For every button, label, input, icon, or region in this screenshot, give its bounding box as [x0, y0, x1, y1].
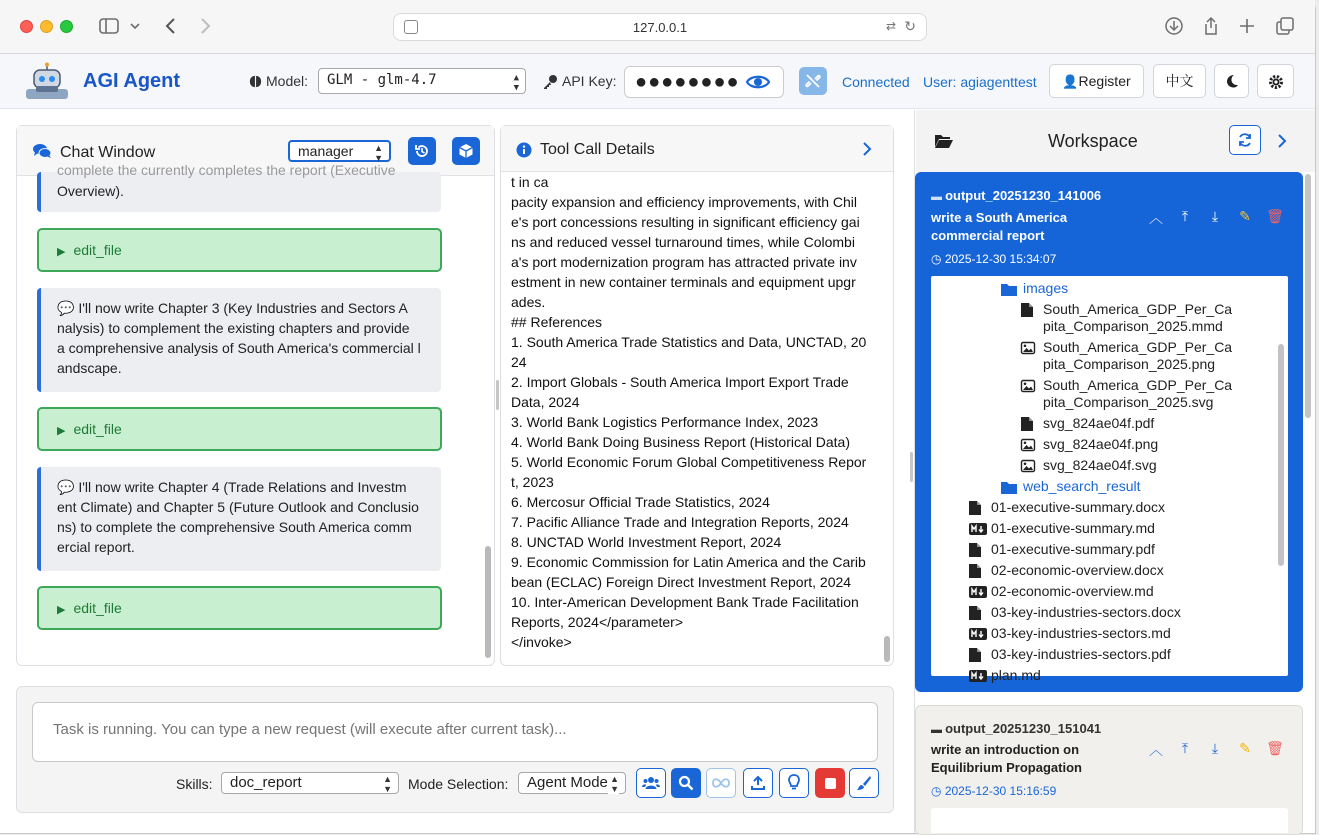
folder-icon: ▬ — [931, 191, 946, 203]
tree-file[interactable] — [1043, 339, 1232, 373]
tool-call-details-title: Tool Call Details — [540, 141, 655, 158]
chat-message-line: 💬 I'll now write Chapter 3 (Key Industries and Sectors A — [57, 300, 408, 316]
role-select[interactable] — [288, 140, 391, 162]
chat-message-line: nalysis) to complement the existing chapters and provide — [57, 320, 410, 336]
tree-file-name: 02-economic-overview.docx — [991, 562, 1164, 578]
chat-message-line: andscape. — [57, 360, 122, 376]
tool-call-line: e's port concessions resulting in significant efficiency gai — [511, 214, 860, 230]
play-icon: ▶ — [57, 604, 66, 616]
file-icon — [969, 543, 981, 557]
infinity-icon — [711, 777, 731, 789]
tab-overview-icon[interactable] — [1274, 15, 1296, 37]
folder-icon — [1001, 480, 1017, 494]
speech-bubble-icon: 💬 — [57, 300, 79, 316]
chevron-right-icon[interactable] — [1275, 133, 1289, 149]
api-key-input[interactable]: ●●●●●●●● — [624, 66, 784, 98]
model-select-value: GLM - glm-4.7 — [327, 72, 437, 88]
tree-file[interactable] — [1043, 301, 1232, 335]
tool-call-line: 10. Inter-American Development Bank Trade Facilitation — [511, 594, 859, 610]
delete-icon[interactable]: 🗑 — [1266, 740, 1284, 756]
folder-icon — [1001, 282, 1017, 296]
chat-message-line: a comprehensive analysis of South America's commercial l — [57, 340, 421, 356]
workspace-title: Workspace — [1048, 131, 1138, 151]
cube-icon — [458, 143, 474, 159]
tree-file[interactable] — [991, 520, 1155, 537]
tool-call-line: t in ca — [511, 174, 549, 190]
upload-icon[interactable]: ⤒ — [1181, 740, 1189, 756]
skills-select-value: doc_report — [230, 774, 302, 791]
edit-icon[interactable]: ✎ — [1239, 740, 1251, 756]
address-bar[interactable] — [393, 13, 927, 41]
tree-file-name: plan.md — [991, 667, 1041, 683]
file-icon — [969, 606, 981, 620]
unlink-icon — [804, 72, 822, 90]
user-plus-icon: 👤 — [1062, 74, 1079, 89]
tree-file-name: pita_Comparison_2025.mmd — [1043, 318, 1223, 334]
history-icon — [414, 143, 430, 159]
markdown-file-icon — [969, 627, 987, 641]
tool-call-line: 8. UNCTAD World Investment Report, 2024 — [511, 534, 782, 550]
mode-select-value: Agent Mode — [527, 774, 608, 791]
tool-call-line: 1. South America Trade Statistics and Data, UNCTAD, 20 — [511, 334, 867, 350]
edit-icon[interactable]: ✎ — [1239, 208, 1251, 224]
users-icon — [642, 775, 660, 791]
chat-message-line: ent Climate) and Chapter 5 (Future Outlook and Conclusio — [57, 499, 419, 515]
file-tree — [931, 276, 1288, 683]
markdown-file-icon — [969, 522, 987, 536]
download-icon[interactable]: ⤓ — [1211, 208, 1219, 224]
file-icon — [969, 648, 981, 662]
key-icon — [542, 74, 558, 90]
zoom-window-button[interactable] — [60, 20, 73, 33]
register-label: Register — [1078, 73, 1131, 89]
comments-icon — [32, 143, 52, 159]
tree-file-name: South_America_GDP_Per_Ca — [1043, 377, 1233, 393]
download-icon[interactable] — [1163, 15, 1185, 37]
chat-message — [37, 288, 441, 392]
new-tab-icon[interactable] — [1236, 15, 1258, 37]
output-task-title: write an introduction on Equilibrium Propagation — [931, 742, 1082, 775]
suggestion-button[interactable] — [779, 768, 809, 798]
web-search-button[interactable] — [671, 768, 701, 798]
tree-file[interactable] — [1043, 457, 1157, 474]
chat-message — [37, 467, 441, 571]
tree-file[interactable] — [991, 646, 1171, 663]
cube-button[interactable] — [452, 137, 480, 165]
sidebar-toggle-icon[interactable] — [98, 15, 120, 37]
role-select-value: manager — [298, 143, 354, 159]
tree-file-name: svg_824ae04f.svg — [1043, 457, 1157, 473]
tool-call-line: 7. Pacific Alliance Trade and Integration Reports, 2024 — [511, 514, 849, 530]
skills-select[interactable] — [221, 772, 399, 794]
chat-message — [37, 162, 441, 212]
tree-file[interactable] — [991, 583, 1154, 600]
url-text: 127.0.0.1 — [632, 20, 688, 35]
model-select[interactable] — [318, 68, 526, 94]
markdown-file-icon — [969, 669, 987, 683]
moon-icon — [1225, 74, 1239, 88]
image-file-icon — [1021, 341, 1035, 355]
output-folder-name: ▬ output_20251230_141006 — [931, 188, 1102, 203]
forward-icon[interactable] — [194, 15, 216, 37]
tree-file-name: 01-executive-summary.docx — [991, 499, 1166, 515]
tool-call-line: 6. Mercosur Official Trade Statistics, 2024 — [511, 494, 770, 510]
tool-call-line: ns and reduced vessel turnaround times, while Colombi — [511, 234, 855, 250]
app-header — [0, 54, 1315, 109]
folder-icon: ▬ — [931, 724, 946, 736]
browser-toolbar — [0, 0, 1315, 54]
workspace-header — [916, 110, 1315, 172]
brain-icon — [248, 74, 263, 89]
clock-icon: ◷ — [931, 784, 945, 798]
share-icon[interactable] — [1200, 15, 1222, 37]
output-task-title: write a South America commercial report — [931, 210, 1068, 243]
model-label: Model: — [266, 73, 309, 89]
select-arrows-icon: ▲ ▼ — [383, 774, 392, 794]
select-arrows-icon: ▲ ▼ — [513, 73, 519, 93]
infinite-loop-button[interactable] — [706, 768, 736, 798]
file-icon — [1021, 417, 1033, 431]
workspace-scrollbar[interactable] — [1305, 174, 1311, 418]
tool-call-line: Data, 2024 — [511, 394, 580, 410]
robot-logo-icon — [22, 62, 72, 102]
delete-icon[interactable]: 🗑 — [1266, 208, 1284, 224]
upload-icon[interactable]: ⤒ — [1181, 208, 1189, 224]
output-folder-name: ▬ output_20251230_151041 — [931, 721, 1102, 736]
chat-message-line: ns) to complete the comprehensive South America comm — [57, 519, 412, 535]
stop-icon — [825, 778, 836, 789]
close-window-button[interactable] — [20, 20, 33, 33]
image-file-icon — [1021, 379, 1035, 393]
tool-call-line: ades. — [511, 294, 546, 310]
tree-folder-web_search_result[interactable]: web_search_result — [1023, 478, 1141, 494]
tool-call-line: 3. World Bank Logistics Performance Index, 2023 — [511, 414, 819, 430]
mode-select[interactable] — [518, 772, 626, 794]
tool-call-line: </invoke> — [511, 634, 572, 650]
markdown-file-icon — [969, 585, 987, 599]
search-icon — [678, 775, 694, 791]
output-timestamp: ◷ 2025-12-30 15:16:59 — [931, 784, 1057, 798]
brush-button[interactable] — [849, 768, 879, 798]
tool-call-edit-file-3[interactable] — [37, 586, 442, 630]
output-timestamp: ◷ 2025-12-30 15:34:07 — [931, 252, 1057, 266]
tool-call-line: ## References — [511, 314, 603, 330]
file-tree-scrollbar[interactable] — [1278, 344, 1284, 566]
lightbulb-icon — [788, 774, 800, 792]
tree-file-name: 03-key-industries-sectors.md — [991, 625, 1171, 641]
api-key-label: API Key: — [562, 73, 617, 89]
workspace-resize-handle[interactable] — [910, 452, 913, 482]
history-button[interactable] — [408, 137, 436, 165]
unlink-button[interactable] — [799, 67, 827, 95]
tree-file-name: pita_Comparison_2025.png — [1043, 356, 1216, 372]
tree-file[interactable] — [991, 625, 1171, 642]
folder-open-icon — [934, 133, 954, 149]
tree-file[interactable] — [991, 667, 1041, 684]
tree-file-name: pita_Comparison_2025.svg — [1043, 394, 1214, 410]
speech-bubble-icon: 💬 — [57, 479, 79, 495]
stop-button[interactable] — [815, 768, 845, 798]
connection-status: Connected — [842, 74, 910, 90]
select-arrows-icon: ▲ ▼ — [610, 774, 619, 794]
dark-mode-button[interactable] — [1214, 64, 1249, 98]
chat-message-line: 💬 I'll now write Chapter 4 (Trade Relations and Investm — [57, 479, 407, 495]
tool-call-line: 5. World Economic Forum Global Competitiveness Repor — [511, 454, 867, 470]
chat-scrollbar[interactable] — [485, 546, 491, 658]
mode-selection-label: Mode Selection: — [408, 776, 509, 792]
tool-call-line: bean (ECLAC) Foreign Direct Investment Report, 2024 — [511, 574, 852, 590]
collapse-icon[interactable]: ︿ — [1149, 210, 1163, 226]
image-file-icon — [1021, 438, 1035, 452]
file-icon — [969, 501, 981, 515]
tree-file[interactable] — [991, 541, 1155, 558]
tree-file-name: 03-key-industries-sectors.pdf — [991, 646, 1171, 662]
play-icon: ▶ — [57, 246, 66, 258]
tool-call-line: 9. Economic Commission for Latin America and the Carib — [511, 554, 866, 570]
tool-call-details-panel — [500, 125, 894, 666]
chat-message-text: Overview). — [57, 183, 124, 199]
tree-file-name: South_America_GDP_Per_Ca — [1043, 339, 1233, 355]
back-icon[interactable] — [160, 15, 182, 37]
select-arrows-icon: ▲ ▼ — [374, 143, 383, 163]
tree-file[interactable] — [1043, 377, 1232, 411]
file-icon — [1021, 303, 1033, 317]
tree-file-name: 02-economic-overview.md — [991, 583, 1154, 599]
refresh-icon — [1237, 132, 1253, 148]
expand-icon[interactable]: ︿ — [1149, 742, 1163, 758]
tool-call-line: 4. World Bank Doing Business Report (Historical Data) — [511, 434, 850, 450]
tool-call-label: edit_file — [73, 242, 122, 258]
tree-file[interactable] — [1043, 436, 1158, 453]
tree-file-name: svg_824ae04f.png — [1043, 436, 1159, 452]
chat-message-clipped-line: complete the currently completes the report (Executive — [57, 162, 396, 178]
tool-details-scrollbar[interactable] — [884, 636, 890, 662]
tool-call-details-header — [501, 126, 893, 172]
workspace-refresh-button[interactable] — [1229, 125, 1261, 155]
chat-message-line: ercial report. — [57, 539, 135, 555]
chevron-right-icon[interactable] — [860, 141, 874, 157]
play-icon: ▶ — [57, 425, 66, 437]
minimize-window-button[interactable] — [40, 20, 53, 33]
eye-icon[interactable] — [745, 70, 771, 94]
tool-call-edit-file-2[interactable] — [37, 407, 442, 451]
panel-resize-handle[interactable] — [496, 380, 499, 410]
tool-call-line: a's port modernization program has attracted private inv — [511, 254, 857, 270]
clock-icon: ◷ — [931, 252, 945, 266]
tree-file[interactable] — [991, 499, 1165, 516]
tree-file[interactable] — [991, 604, 1181, 621]
upload-icon — [750, 775, 766, 791]
language-button[interactable]: 中文 — [1153, 64, 1206, 98]
tree-file-name: South_America_GDP_Per_Ca — [1043, 301, 1233, 317]
tool-call-label: edit_file — [73, 600, 122, 616]
upload-file-button[interactable] — [743, 768, 773, 798]
reload-icon[interactable]: ↻ — [904, 18, 916, 34]
tool-call-line: Reports, 2024</parameter> — [511, 614, 683, 630]
file-tree-collapsed — [931, 808, 1288, 833]
translate-icon[interactable]: ⇄ — [885, 19, 896, 33]
tool-call-label: edit_file — [73, 421, 122, 437]
tree-folder-images[interactable]: images — [1023, 280, 1069, 296]
tree-file-name: svg_824ae04f.pdf — [1043, 415, 1155, 431]
task-input[interactable] — [32, 702, 878, 762]
user-label: User: agiagenttest — [923, 74, 1037, 90]
tool-call-line: 2. Import Globals - South America Import Export Trade — [511, 374, 849, 390]
paintbrush-icon — [856, 775, 872, 791]
multi-agent-button[interactable] — [636, 768, 666, 798]
skills-label: Skills: — [176, 776, 213, 792]
tool-call-line: estment in new container terminals and equipment upgr — [511, 274, 856, 290]
tree-file[interactable] — [1043, 415, 1154, 432]
tree-file-name: 01-executive-summary.pdf — [991, 541, 1155, 557]
chevron-down-icon[interactable] — [128, 15, 142, 37]
file-icon — [969, 564, 981, 578]
chat-window-title: Chat Window — [60, 144, 156, 161]
tree-file-name: 03-key-industries-sectors.docx — [991, 604, 1181, 620]
tool-call-edit-file-1[interactable] — [37, 228, 442, 272]
settings-button[interactable] — [1257, 64, 1294, 98]
register-button[interactable] — [1049, 64, 1144, 98]
chat-window-panel — [16, 125, 495, 666]
gear-icon — [1268, 74, 1284, 90]
tree-file-name: 01-executive-summary.md — [991, 520, 1155, 536]
image-file-icon — [1021, 459, 1035, 473]
download-icon[interactable]: ⤓ — [1211, 740, 1219, 756]
tool-call-line: pacity expansion and efficiency improvements, with Chil — [511, 194, 858, 210]
tool-call-line: t, 2023 — [511, 474, 554, 490]
tree-file[interactable] — [991, 562, 1164, 579]
tool-call-line: 24 — [511, 354, 527, 370]
info-circle-icon — [516, 142, 532, 158]
app-title: AGI Agent — [83, 70, 181, 92]
